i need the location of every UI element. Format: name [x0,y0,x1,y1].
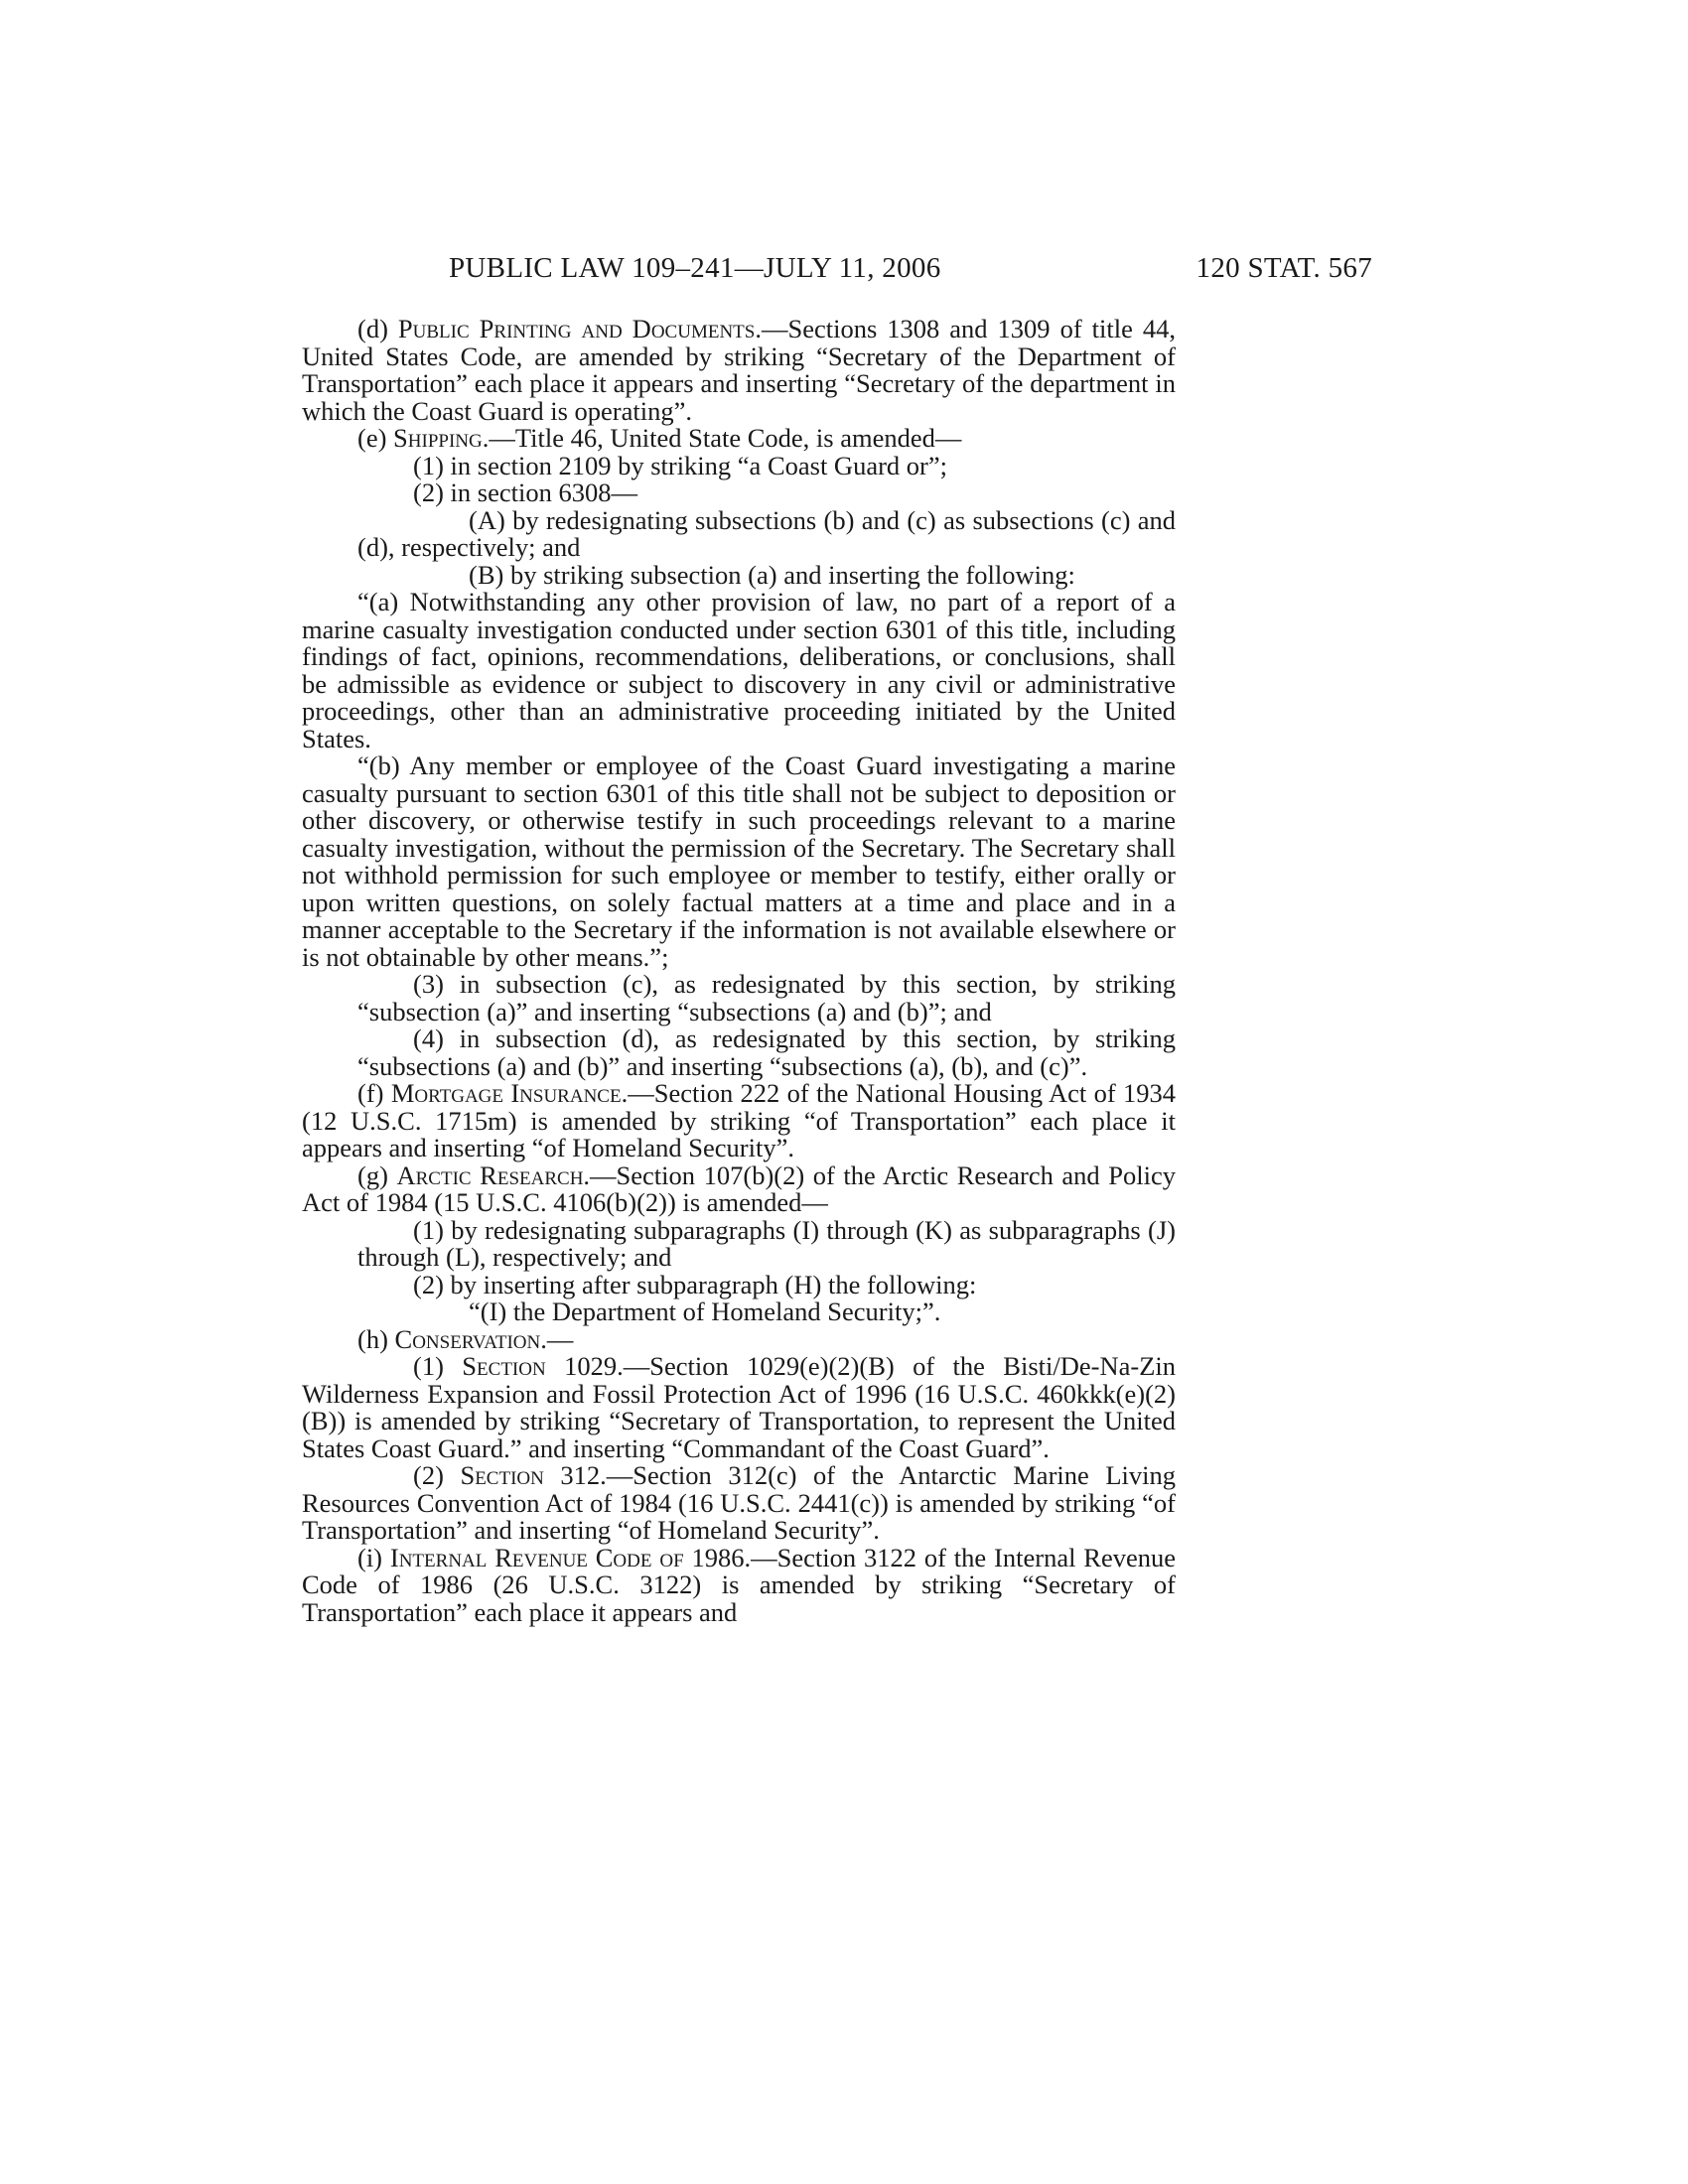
quoted-subsection-a: “(a) Notwithstanding any other provision of law, no part of a report of a marine casualty investigation conducted under section 6301 of this title, including findings of fact, opinions, recommendations, deliberations, or conclusions, shall be admissible as evidence or subject to discovery in any civil or administrative proceedings, other than an administrative proceeding initiated by the United States. [302,587,1176,753]
quoted-subparagraph-I: “(I) the Department of Homeland Security;”. [469,1297,941,1326]
paragraph-h-2: (2) Section 312.—Section 312(c) of the Antarctic Marine Living Resources Convention Act of 1984 (16 U.S.C. 2441(c)) is amended by striking “of Transportation” and inserting “of Homeland Security”. [302,1460,1176,1545]
paragraph-e-2: (2) in section 6308— [413,478,637,507]
quoted-subsection-b: “(b) Any member or employee of the Coast Guard investigating a marine casualty pursuant to section 6301 of this title shall not be subject to deposition or other discovery, or otherwise testify in such proceedings relevant to a marine casualty investigation, without the permission of the Secretary. The Secretary shall not withhold permission for such employee or member to testify, either orally or upon written questions, on solely factual matters at a time and place and in a manner acceptable to the Secretary if the information is not available elsewhere or is not obtainable by other means.”; [302,751,1176,972]
subsection-i: (i) Internal Revenue Code of 1986.—Section 3122 of the Internal Revenue Code of 1986 (26 U.S.C. 3122) is amended by striking “Secretary of Transportation” each place it appears and [302,1542,1177,1627]
running-head-title: PUBLIC LAW 109–241—JULY 11, 2006 [449,252,941,284]
paragraph-h-1: (1) Section 1029.—Section 1029(e)(2)(B) of the Bisti/De-Na-Zin Wilderness Expansion and Fossil Protection Act of 1996 (16 U.S.C. 460kkk(e)(2)(B)) is amended by striking “Secretary of Transportation, to represent the United States Coast Guard.” and inserting “Commandant of the Coast Guard”. [302,1351,1176,1463]
caption-section-1029: Section 1029 [462,1351,618,1381]
subsection-d: (d) Public Printing and Documents.—Sections 1308 and 1309 of title 44, United States Code, are amended by striking “Secretary of the Department of Transportation” each place it appears and inserting “Secretary of the department in which the Coast Guard is operating”. [302,314,1176,426]
subsection-h: (h) Conservation.— [357,1323,574,1354]
caption-internal-revenue-code: Internal Revenue Code of 1986 [389,1542,745,1572]
paragraph-e-4: (4) in subsection (d), as redesignated by this section, by striking “subsections (a) and (b)” and inserting “subsections (a), (b), and (c)”. [357,1024,1176,1081]
caption-arctic-research: Arctic Research [396,1160,584,1190]
statutes-page-number: 120 STAT. 567 [1196,252,1372,284]
subsection-g: (g) Arctic Research.—Section 107(b)(2) of the Arctic Research and Policy Act of 1984 (15 U.S.C. 4106(b)(2)) is amended— [302,1160,1176,1217]
subsection-f: (f) Mortgage Insurance.—Section 222 of the National Housing Act of 1934 (12 U.S.C. 1715m) is amended by striking “of Transportation” each place it appears and inserting “of Homeland Security”. [302,1078,1177,1162]
caption-shipping: Shipping [393,423,483,453]
paragraph-e-1: (1) in section 2109 by striking “a Coast Guard or”; [413,450,947,480]
paragraph-g-1: (1) by redesignating subparagraphs (I) through (K) as subparagraphs (J) through (L), respectively; and [357,1214,1176,1272]
subparagraph-e-2-B: (B) by striking subsection (a) and inserting the following: [469,559,1075,590]
subsection-e: (e) Shipping.—Title 46, United State Code, is amended— [357,423,962,453]
paragraph-g-2: (2) by inserting after subparagraph (H) the following: [413,1269,977,1299]
caption-public-printing: Public Printing and Documents [397,314,756,343]
paragraph-e-3: (3) in subsection (c), as redesignated by this section, by striking “subsection (a)” and inserting “subsections (a) and (b)”; and [357,969,1176,1026]
statute-text [302,316,1176,1626]
caption-mortgage-insurance: Mortgage Insurance [390,1078,622,1108]
subparagraph-e-2-A: (A) by redesignating subsections (b) and (c) as subsections (c) and (d), respectively; and [357,504,1176,562]
caption-conservation: Conservation [394,1323,541,1354]
caption-section-312: Section 312 [460,1460,601,1490]
page-header [300,246,1372,290]
